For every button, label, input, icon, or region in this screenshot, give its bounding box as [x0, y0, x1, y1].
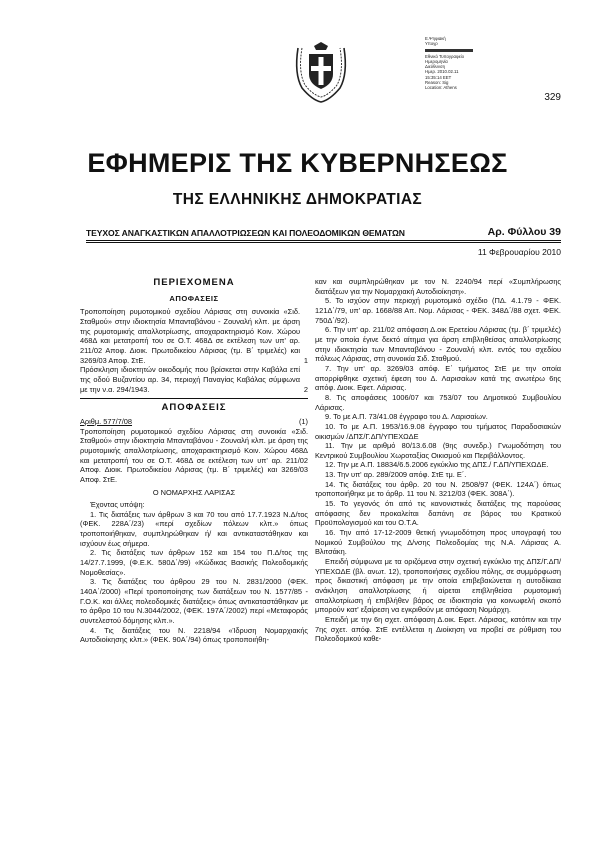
decision-number: Αριθμ. 577/7/08: [80, 416, 133, 426]
decision-point: Επειδή με την 6η σχετ. απόφαση Δ.οικ. Εφετ. Λάρισας, κατόπιν και την 7ης σχετ. απόφ. ΣτΕ εντέλλεται η Διοίκηση να προβεί σε ρύθμιση του Πολεοδομικού καθε-: [315, 614, 561, 644]
decision-intro: Έχοντας υπόψη:: [90, 500, 145, 510]
decision-point: 1. Τις διατάξεις των άρθρων 3 και 70 του από 17.7.1923 Ν.Δ/τος (ΦΕΚ. 228Α΄/23) «περί σχεδίων πόλεων κλπ.» όπως τροποποιήθηκαν, συμπληρώθηκαν ή/ και αντικαταστάθηκαν και ισχύουν έως σήμερα.: [80, 509, 308, 548]
gazette-subtitle: ΤΗΣ ΕΛΛΗΝΙΚΗΣ ΔΗΜΟΚΡΑΤΙΑΣ: [172, 191, 423, 208]
toc-item-text: Πρόσκληση ιδιοκτητών οικοδομής που βρίσκεται στην Καβάλα επί της οδού Βυζαντίου αρ. 34, περιοχή Παναγίας Καβάλας σύμφωνα με την ν.α. 294/1943.: [80, 365, 300, 394]
toc-item-page: 1: [303, 355, 308, 365]
decision-number-line: [80, 417, 308, 427]
decision-point: 6. Την υπ' αρ. 211/02 απόφαση Δ.οικ Ερετείου Λάρισας (τμ. β΄ τριμελές) με την οποία έγινε δεκτό αίτημα για άρση επιβληθείσας απαλλοτρίωσης στην ιδιοκτησία των Μπανταβάνου - Ζουναλή κλπ. εντός του σχεδίου πόλεως Λάρισας, στη συνοικία Σιδ. Σταθμού.: [315, 325, 561, 364]
decision-point: 7. Την υπ' αρ. 3269/03 απόφ. Ε΄ τμήματος ΣτΕ με την οποία απορρίφθηκε σχετική έφεση του Δ. Λαρισαίων κατά της ανωτέρω 6ης απόφ. Διοικ. Εφετ. Λάρισας.: [315, 363, 561, 393]
gazette-title: ΕΦΗΜΕΡΙΣ ΤΗΣ ΚΥΒΕΡΝΗΣΕΩΣ: [87, 148, 508, 178]
decision-authority: Ο ΝΟΜΑΡΧΗΣ ΛΑΡΙΣΑΣ: [152, 488, 236, 498]
left-column: [80, 278, 308, 645]
greek-coat-of-arms-icon: [292, 40, 350, 104]
decision-point: 10. Το με Α.Π. 1953/16.9.08 έγγραφο του τμήματος Παραδοσιακών οικισμών /ΔΠΣ/Γ.ΔΠ/ΥΠΕΧΩΔΕ: [315, 421, 561, 441]
page-number: 329: [544, 92, 561, 103]
decision-point: 12. Την με Α.Π. 18834/6.5.2006 εγκύκλιο της ΔΠΣ./ Γ.ΔΠ/ΥΠΕΧΩΔΕ.: [325, 460, 549, 470]
toc-item-text: Τροποποίηση ρυμοτομικού σχεδίου Λάρισας στη συνοικία «Σιδ. Σταθμού» στην ιδιοκτησία Μπανταβάνου - Ζουναλή κλπ. με άρση της ρυμοτομικής απαλλοτρίωσης, αποχαρακτηρισμό Κοιν. Χώρου 468Δ και μετατροπή του σε Ο.Τ. 468Δ σε εκτέλεση των υπ' αρ. 211/02 Αποφ. Διοικ. Πρωτοδικείου Λάρισας (τμ. Β΄ τριμελές) και 3269/03 Αποφ. ΣτΕ.: [80, 307, 300, 365]
decision-tag: (1): [298, 416, 308, 426]
toc-item[interactable]: [80, 307, 308, 365]
decision-point: καν και συμπληρώθηκαν με τον Ν. 2240/94 περί «Συμπλήρωσης διατάξεων για την Νομαρχιακή Αυτοδιοίκηση».: [315, 277, 561, 296]
decisions-heading: ΑΠΟΦΑΣΕΙΣ: [161, 402, 227, 414]
issue-date: 11 Φεβρουαρίου 2010: [477, 247, 561, 257]
contents-subheading: ΑΠΟΦΑΣΕΙΣ: [169, 293, 219, 303]
decision-point: 14. Τις διατάξεις του άρθρ. 20 του Ν. 2508/97 (ΦΕΚ. 124Α΄) όπως τροποποιήθηκε με το άρθρ. 11 του Ν. 3212/03 (ΦΕΚ. 308Α΄).: [315, 479, 561, 499]
decision-point: 9. Το με Α.Π. 73/41.08 έγγραφο του Δ. Λαρισαίων.: [325, 412, 488, 422]
decision-point: 11. Την με αριθμό 80/13.6.08 (9ης συνεδρ.) Γνωμοδότηση του Κεντρικού Συμβουλίου Χωροταξίας Οικισμού και Περιβάλλοντος.: [315, 441, 561, 460]
decision-point: 8. Τις αποφάσεις 1006/07 και 753/07 του Δημοτικού Συμβουλίου Λάρισας.: [315, 392, 561, 412]
decision-title: Τροποποίηση ρυμοτομικού σχεδίου Λάρισας στη συνοικία «Σιδ. Σταθμού» στην ιδιοκτησία Μπανταβάνου - Ζουναλή κλπ. με άρση της ρυμοτομικής απαλλοτρίωσης, αποχαρακτηρισμό Κοιν. Χώρου 468Δ και μετατροπή του σε Ο.Τ. 468Δ σε εκτέλεση των υπ' αρ. 211/02 Αποφ. Διοικ. Πρωτοδικείου Λάρισας (τμ. Β΄ τριμελές) και 3269/03 Αποφ. ΣτΕ.: [80, 426, 308, 484]
decision-point: 15. Το γεγονός ότι από τις κανονιστικές διατάξεις της παρούσας απόφασης δεν προκαλείται δαπάνη σε βάρος του Κρατικού Προϋπολογισμού και του Ο.Τ.Α.: [315, 499, 561, 528]
digital-signature-stamp: Ε.Ψηφιακή Υπογρ Εθνικό Τυπογραφείο Ημερομηνία Διεύθυνση Ημερ. 2010.02.11 15:35:14 EET Reason: Sig Location: Athens: [425, 36, 507, 91]
decision-point: 5. Το ισχύον στην περιοχή ρυμοτομικό σχέδιο (ΠΔ. 4.1.79 - ΦΕΚ. 121Δ΄/79, υπ' αρ. 1668/88 Απ. Νομ. Λάρισας - ΦΕΚ. 348Δ΄/88 σχετ. ΦΕΚ. 750Δ΄/92).: [315, 296, 561, 325]
sheet-number: Αρ. Φύλλου 39: [487, 226, 561, 238]
decision-point: 16. Την από 17-12-2009 θετική γνωμοδότηση προς υπογραφή του Νομικού Συμβούλου της Δ/νσης Πολεοδομίας της Ν.Α. Λάρισας Α. Βλιτσάκη.: [315, 528, 561, 557]
header-rule-second: [86, 242, 561, 243]
table-of-contents: [80, 307, 308, 394]
section-divider: [80, 398, 308, 399]
right-column: [315, 277, 561, 644]
decision-point: 13. Την υπ' αρ. 289/2009 απόφ. ΣτΕ τμ. Ε΄.: [325, 470, 467, 480]
toc-item-page: 2: [303, 384, 308, 394]
decision-point: 3. Τις διατάξεις του άρθρου 29 του Ν. 2831/2000 (ΦΕΚ. 140Α΄/2000) «Περί τροποποίησης των διατάξεων του Ν. 1577/85 - Γ.Ο.Κ. και άλλες πολεοδομικές διατάξεις» όπως αντικαταστάθηκαν με το άρθρο 10 του Ν.3044/2002, (ΦΕΚ. 197Α΄/2002) περί «Μεταφοράς συντελεστού δόμησης κλπ.».: [80, 577, 308, 625]
toc-item[interactable]: [80, 365, 308, 394]
decision-point: Επειδή σύμφωνα με τα οριζόμενα στην σχετική εγκύκλιο της ΔΠΣ/Γ.ΔΠ/ΥΠΕΧΩΔΕ (βλ. ανωτ. 12), τροποποιήσεις σχεδίου πόλης, σε συμμόρφωση προς δικαστική απόφαση με την οποία επιβεβαιώνεται η αυτοδίκαια ανάκληση απαλλοτρίωσης ή αίρεται επιβληθείσα ρυμοτομική απαλλοτρίωση ή επιβλήθεν βάρος σε ιδιοκτησία για κοινωφελή σκοπό μπορούν κατ' εξαίρεση να εγκριθούν με απόφαση Νομάρχη.: [315, 557, 561, 615]
issue-type: ΤΕΥΧΟΣ ΑΝΑΓΚΑΣΤΙΚΩΝ ΑΠΑΛΛΟΤΡΙΩΣΕΩΝ ΚΑΙ ΠΟΛΕΟΔΟΜΙΚΩΝ ΘΕΜΑΤΩΝ: [86, 228, 405, 238]
header-rule: [86, 240, 561, 241]
decision-point: 2. Τις διατάξεις των άρθρων 152 και 154 του Π.Δ/τος της 14/27.7.1999, (Φ.Ε.Κ. 580Δ΄/99) «Κώδικας Βασικής Πολεοδομικής Νομοθεσίας».: [80, 548, 308, 577]
contents-heading: ΠΕΡΙΕΧΟΜΕΝΑ: [153, 277, 235, 288]
decision-point: 4. Τις διατάξεις του Ν. 2218/94 «Ίδρυση Νομαρχιακής Αυτοδιοίκησης κλπ.» (ΦΕΚ. 90Α΄/94) όπως τροποποιήθη-: [80, 625, 308, 645]
